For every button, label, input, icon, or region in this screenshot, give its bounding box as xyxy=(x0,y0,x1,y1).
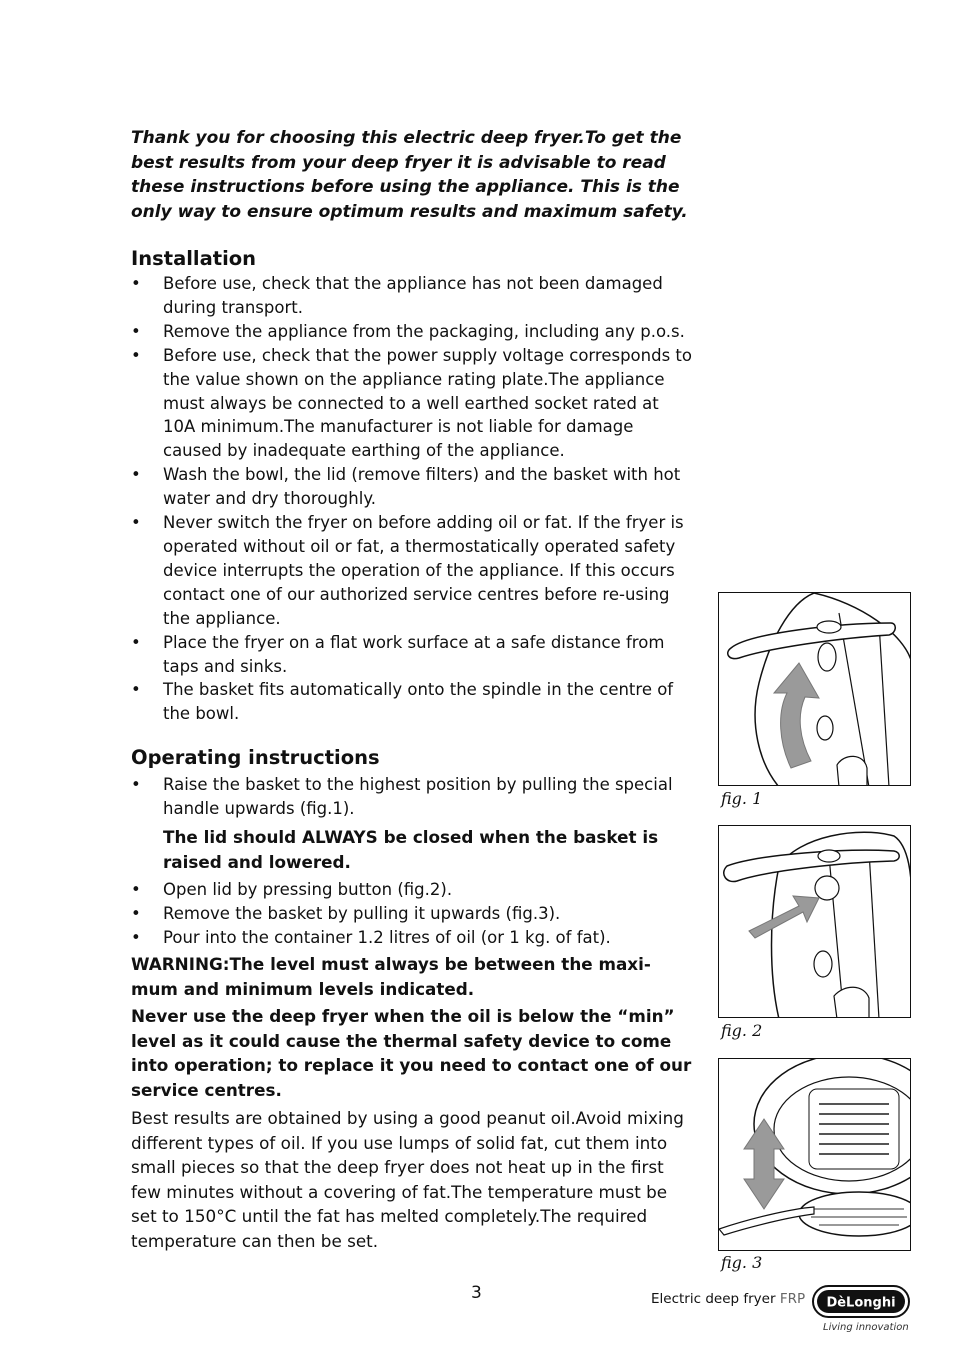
installation-heading: Installation xyxy=(131,247,257,270)
list-item: • Before use, check that the power supply voltage corresponds to the value shown on the appliance rating plate.The appliance must always be connected to a well earthed socket rated at 10A minimum.The manufacturer is not liable for damage caused by inadequate earthing of the appliance. xyxy=(131,344,696,464)
figure-2-caption: fig. 2 xyxy=(721,1021,763,1040)
list-item: • Remove the basket by pulling it upwards (fig.3). xyxy=(131,902,696,926)
operating-list-2 xyxy=(131,878,696,950)
figure-3-illustration xyxy=(718,1058,911,1251)
lid-note: The lid should ALWAYS be closed when the basket is raised and lowered. xyxy=(163,827,659,872)
warning-min-level: Never use the deep fryer when the oil is below the “min” level as it could cause the thermal safety device to come into operation; to replace it you need to contact one of our service centres. xyxy=(131,1006,692,1100)
brand-tagline: Living innovation xyxy=(823,1322,909,1333)
operating-list-1 xyxy=(131,773,696,821)
footer-product-title xyxy=(651,1291,805,1307)
list-item: • Pour into the container 1.2 litres of oil (or 1 kg. of fat). xyxy=(131,926,696,950)
svg-text:DèLonghi: DèLonghi xyxy=(826,1295,896,1311)
fryer-lid-button-drawing xyxy=(719,826,911,1018)
delonghi-logo xyxy=(812,1285,910,1318)
fryer-basket-removal-drawing xyxy=(719,1059,911,1251)
model-code: FRP xyxy=(779,1291,806,1307)
list-item: • Wash the bowl, the lid (remove filters) and the basket with hot water and dry thoroughly. xyxy=(131,463,696,511)
list-item: • The basket fits automatically onto the spindle in the centre of the bowl. xyxy=(131,678,696,726)
best-results-paragraph: Best results are obtained by using a good peanut oil.Avoid mixing different types of oil. If you use lumps of solid fat, cut them into small pieces so that the deep fryer does not heat up in the first few minutes without a covering of fat.The temperature must be set to 150°C until the fat has melted completely.The required temperature can then be set. xyxy=(131,1108,684,1251)
figure-1-caption: fig. 1 xyxy=(721,789,763,808)
list-item: • Raise the basket to the highest position by pulling the special handle upwards (fig.1). xyxy=(131,773,696,821)
list-item: • Before use, check that the appliance has not been damaged during transport. xyxy=(131,272,696,320)
list-item: • Remove the appliance from the packaging, including any p.o.s. xyxy=(131,320,696,344)
fryer-handle-raise-drawing xyxy=(719,593,911,786)
figure-1-illustration xyxy=(718,592,911,786)
installation-list xyxy=(131,272,696,726)
page-number: 3 xyxy=(471,1283,482,1303)
product-name: Electric deep fryer xyxy=(651,1291,776,1307)
list-item: • Never switch the fryer on before adding oil or fat. If the fryer is operated without oil or fat, a thermostatically operated safety device interrupts the operation of the appliance. If this occurs contact one of our authorized service centres before re-using the appliance. xyxy=(131,511,696,631)
warning-level: WARNING:The level must always be between the maxi-mum and minimum levels indicated. xyxy=(131,954,651,999)
operating-heading: Operating instructions xyxy=(131,746,380,769)
figure-3-caption: fig. 3 xyxy=(721,1253,763,1272)
intro-paragraph: Thank you for choosing this electric deep fryer.To get the best results from your deep fryer it is advisable to read these instructions before using the appliance. This is the only way to ensure optimum results and maximum safety. xyxy=(131,128,688,223)
list-item: • Open lid by pressing button (fig.2). xyxy=(131,878,696,902)
figure-2-illustration xyxy=(718,825,911,1018)
list-item: • Place the fryer on a flat work surface at a safe distance from taps and sinks. xyxy=(131,631,696,679)
